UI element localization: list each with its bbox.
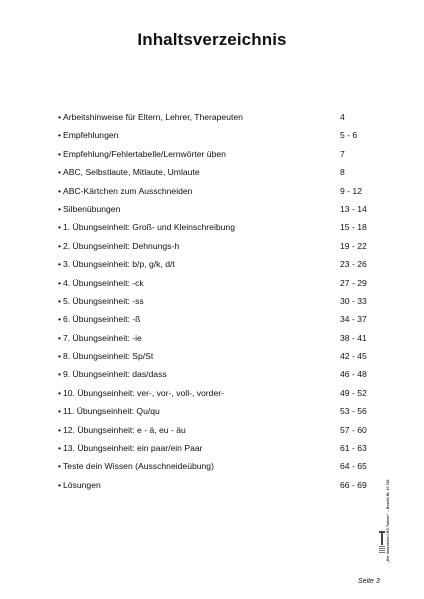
toc-entry-text: Empfehlung/Fehlertabelle/Lernwörter üben (63, 148, 226, 159)
toc-bullet: • (58, 461, 62, 472)
toc-entry-pages: 49 - 52 (340, 387, 367, 398)
toc-entry-pages: 19 - 22 (340, 240, 367, 251)
toc-bullet: • (58, 387, 62, 398)
toc-bullet: • (58, 222, 62, 233)
toc-entry (58, 218, 378, 236)
toc-entry-text: Lösungen (63, 479, 101, 490)
toc-entry-text: 6. Übungseinheit: -ß (63, 314, 141, 325)
toc-bullet: • (58, 351, 62, 362)
toc-entry-text: Teste dein Wissen (Ausschneideübung) (63, 461, 214, 472)
toc-bullet: • (58, 332, 62, 343)
toc-entry-text: 8. Übungseinheit: Sp/St (63, 351, 154, 362)
toc-bullet: • (58, 314, 62, 325)
toc-bullet: • (58, 185, 62, 196)
toc-entry-pages: 7 (340, 148, 345, 159)
toc-entry (58, 255, 378, 273)
publisher-logo-icon (378, 530, 386, 556)
toc-entry (58, 108, 378, 126)
toc-entry (58, 310, 378, 328)
toc-entry-text: 9. Übungseinheit: das/dass (63, 369, 167, 380)
toc-entry-text: 3. Übungseinheit: b/p, g/k, d/t (63, 259, 175, 270)
toc-bullet: • (58, 369, 62, 380)
toc-entry-text: Arbeitshinweise für Eltern, Lehrer, Therapeuten (63, 112, 243, 122)
toc-entry-text: 11. Übungseinheit: Qu/qu (63, 406, 160, 417)
toc-bullet: • (58, 406, 62, 417)
toc-bullet: • (58, 148, 62, 159)
toc-entry-pages: 23 - 26 (340, 259, 367, 270)
toc-entry-text: 7. Übungseinheit: -ie (63, 332, 142, 343)
toc-entry-pages: 30 - 33 (340, 295, 367, 306)
toc-entry (58, 347, 378, 365)
toc-entry-pages: 27 - 29 (340, 277, 367, 288)
toc-entry (58, 237, 378, 255)
toc-bullet: • (58, 295, 62, 306)
toc-entry-pages: 53 - 56 (340, 406, 367, 417)
toc-entry-text: 5. Übungseinheit: -ss (63, 295, 144, 306)
toc-entry-pages: 8 (340, 167, 345, 178)
toc-entry-text: ABC, Selbstlaute, Mitlaute, Umlaute (63, 167, 200, 178)
toc-entry (58, 200, 378, 218)
side-order-note-text: „Der innovative LRS-Trainer“ – Bestell-Nr. 10 742 (386, 479, 390, 563)
toc-entry-pages: 64 - 65 (340, 461, 367, 472)
toc-entry (58, 163, 378, 181)
toc-entry (58, 126, 378, 144)
toc-entry-pages: 9 - 12 (340, 185, 362, 196)
toc-entry-pages: 42 - 45 (340, 351, 367, 362)
toc-entry-text: ABC-Kärtchen zum Ausschneiden (63, 185, 193, 196)
toc-entry-pages: 15 - 18 (340, 222, 367, 233)
side-order-note (386, 468, 396, 563)
toc-bullet: • (58, 130, 62, 141)
toc-bullet: • (58, 240, 62, 251)
toc-entry-pages: 46 - 48 (340, 369, 367, 380)
toc-entry (58, 329, 378, 347)
toc-entry-pages: 4 (340, 112, 345, 122)
toc-bullet: • (58, 167, 62, 178)
toc-entry-pages: 34 - 37 (340, 314, 367, 325)
toc-entry-pages: 57 - 60 (340, 424, 367, 435)
toc-bullet: • (58, 277, 62, 288)
page-number: Seite 3 (358, 578, 380, 585)
table-of-contents (58, 108, 378, 494)
toc-entry (58, 182, 378, 200)
toc-entry-text: 10. Übungseinheit: ver-, vor-, voll-, vorder- (63, 387, 224, 398)
toc-entry (58, 439, 378, 457)
toc-bullet: • (58, 424, 62, 435)
toc-entry (58, 292, 378, 310)
toc-bullet: • (58, 203, 62, 214)
toc-entry (58, 476, 378, 494)
toc-entry-pages: 61 - 63 (340, 443, 367, 454)
toc-entry (58, 384, 378, 402)
toc-entry (58, 274, 378, 292)
toc-entry-text: Silbenübungen (63, 203, 121, 214)
toc-entry-pages: 5 - 6 (340, 130, 358, 141)
toc-entry-pages: 66 - 69 (340, 479, 367, 490)
toc-bullet: • (58, 112, 62, 122)
toc-bullet: • (58, 259, 62, 270)
toc-entry-text: 13. Übungseinheit: ein paar/ein Paar (63, 443, 203, 454)
toc-entry-text: 2. Übungseinheit: Dehnungs-h (63, 240, 180, 251)
toc-entry (58, 421, 378, 439)
toc-bullet: • (58, 443, 62, 454)
toc-entry (58, 457, 378, 475)
toc-entry (58, 402, 378, 420)
toc-entry (58, 145, 378, 163)
page-title: Inhaltsverzeichnis (137, 30, 287, 49)
toc-entry-text: Empfehlungen (63, 130, 119, 141)
toc-entry (58, 365, 378, 383)
toc-bullet: • (58, 479, 62, 490)
toc-entry-pages: 38 - 41 (340, 332, 367, 343)
toc-entry-text: 4. Übungseinheit: -ck (63, 277, 144, 288)
toc-entry-text: 12. Übungseinheit: e - ä, eu - äu (63, 424, 186, 435)
toc-entry-text: 1. Übungseinheit: Groß- und Kleinschreibung (63, 222, 235, 233)
toc-entry-pages: 13 - 14 (340, 203, 367, 214)
